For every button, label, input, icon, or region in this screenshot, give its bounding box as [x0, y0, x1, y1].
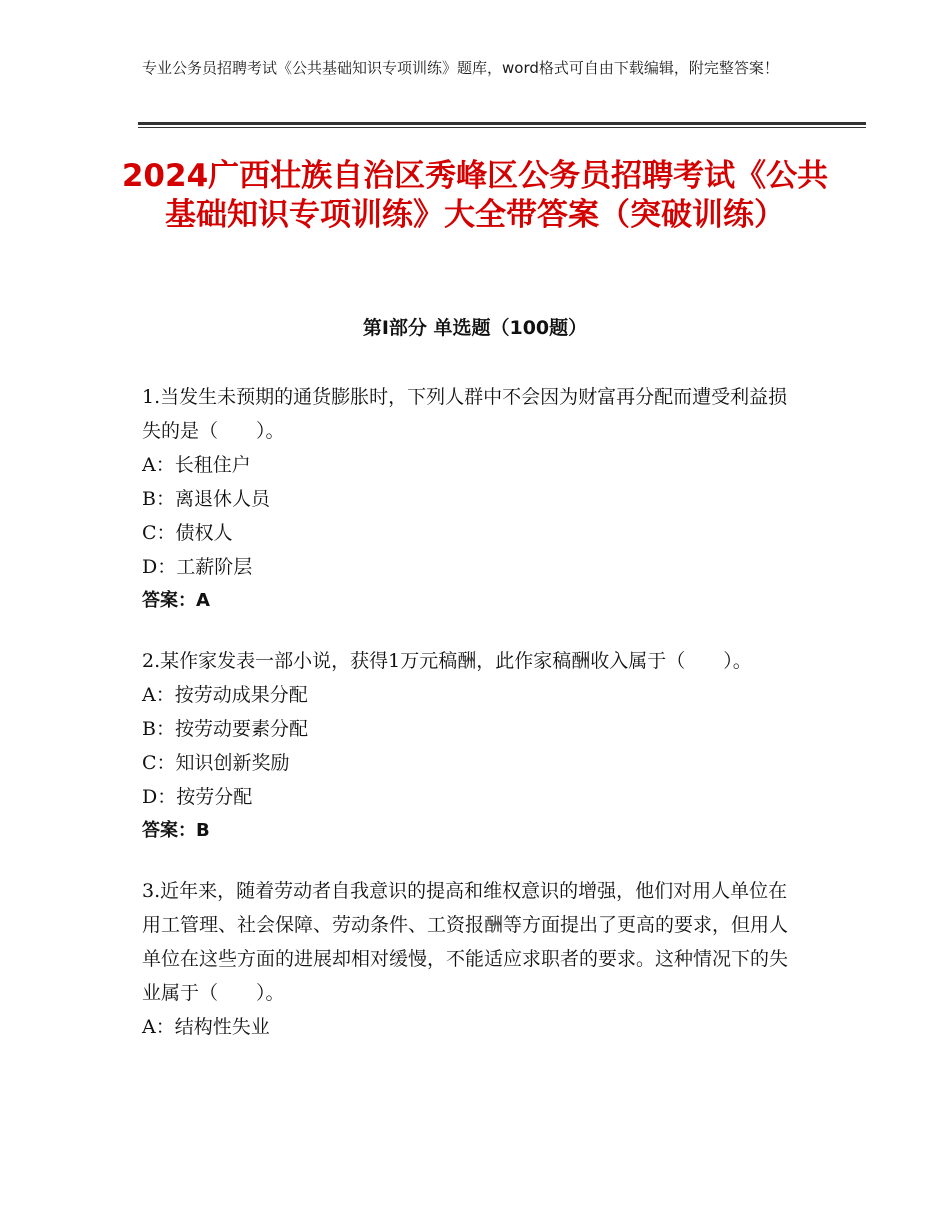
question-2-option-d: D：按劳分配: [142, 786, 253, 808]
question-2: [142, 644, 802, 848]
header-divider-thin: [138, 127, 866, 128]
section-heading: 第Ⅰ部分 单选题（100题）: [362, 317, 588, 339]
question-2-answer: 答案：B: [142, 820, 210, 841]
header-note: 专业公务员招聘考试《公共基础知识专项训练》题库，word格式可自由下载编辑，附完整答案！: [142, 59, 779, 77]
question-1-option-d: D：工薪阶层: [142, 556, 253, 578]
question-1-text: 1.当发生未预期的通货膨胀时，下列人群中不会因为财富再分配而遭受利益损失的是（ ）。: [142, 386, 788, 442]
question-3-text: 3.近年来，随着劳动者自我意识的提高和维权意识的增强，他们对用人单位在用工管理、社会保障、劳动条件、工资报酬等方面提出了更高的要求，但用人单位在这些方面的进展却相对缓慢，不能适应求职者的要求。这种情况下的失业属于（ ）。: [142, 880, 789, 1004]
question-1-option-c: C：债权人: [142, 522, 233, 544]
header-divider-thick: [138, 122, 866, 125]
question-1-option-a: A：长租住户: [142, 454, 251, 476]
question-2-option-a: A：按劳动成果分配: [142, 684, 308, 706]
question-1-option-b: B：离退休人员: [142, 488, 270, 510]
question-2-option-b: B：按劳动要素分配: [142, 718, 308, 740]
question-3-option-a: A：结构性失业: [142, 1016, 270, 1038]
question-2-text: 2.某作家发表一部小说，获得1万元稿酬，此作家稿酬收入属于（ ）。: [142, 650, 752, 672]
question-1: [142, 380, 802, 618]
question-2-option-c: C：知识创新奖励: [142, 752, 290, 774]
question-1-answer: 答案：A: [142, 590, 210, 611]
question-list: [142, 380, 802, 1070]
question-3: [142, 874, 802, 1044]
document-title: 2024广西壮族自治区秀峰区公务员招聘考试《公共基础知识专项训练》大全带答案（突破训练）: [121, 158, 829, 233]
